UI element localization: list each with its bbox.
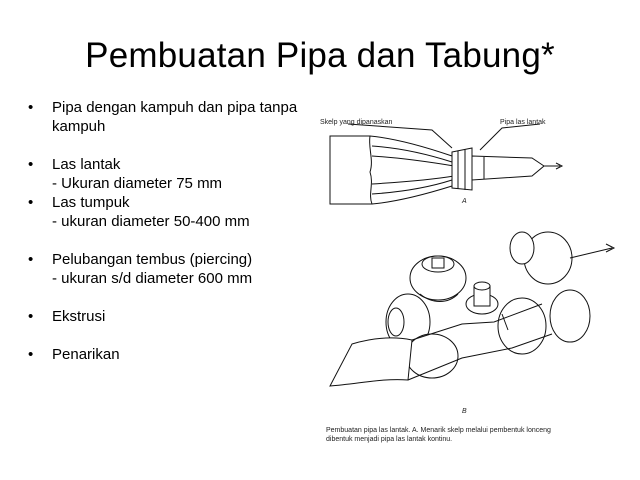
bullet-item (28, 98, 318, 136)
bullet-text: Penarikan (52, 346, 120, 363)
bullet-text: Pelubangan tembus (piercing) (52, 251, 253, 268)
bullet-list (28, 98, 318, 364)
bullet-item (28, 307, 318, 326)
bullet-dot-icon: • (28, 251, 34, 268)
bullet-dot-icon: • (28, 194, 34, 211)
bullet-text: Ekstrusi (52, 308, 106, 325)
caption-line-1: Pembuatan pipa las lantak. A. Menarik skelp melalui pembentuk lonceng (326, 427, 551, 434)
label-part-b: B (462, 408, 467, 415)
bullet-subtext: - Ukuran diameter 75 mm (52, 175, 223, 192)
bullet-item (28, 155, 318, 193)
bullet-subtext: - ukuran s/d diameter 600 mm (52, 270, 253, 287)
bullet-item (28, 193, 318, 231)
bullet-item (28, 250, 318, 288)
bullet-dot-icon: • (28, 308, 34, 325)
slide-title: Pembuatan Pipa dan Tabung* (85, 36, 555, 75)
bullet-dot-icon: • (28, 346, 34, 363)
bullet-dot-icon: • (28, 156, 34, 173)
bullet-text: Las lantak (52, 156, 121, 173)
pipe-welding-figure (312, 108, 630, 458)
label-butt-welded-pipe: Pipa las lantak (500, 119, 546, 126)
label-part-a: A (462, 198, 467, 205)
caption-line-2: dibentuk menjadi pipa las lantak kontinu. (326, 436, 453, 443)
figure-caption (326, 426, 626, 444)
bullet-subtext: - ukuran diameter 50-400 mm (52, 213, 250, 230)
pipe-welding-illustration (312, 108, 630, 448)
label-heated-skelp: Skelp yang dipanaskan (320, 119, 393, 126)
bullet-text: Las tumpuk (52, 194, 130, 211)
bullet-text: Pipa dengan kampuh dan pipa tanpa kampuh (52, 99, 298, 135)
bullet-dot-icon: • (28, 99, 34, 116)
bullet-item (28, 345, 318, 364)
